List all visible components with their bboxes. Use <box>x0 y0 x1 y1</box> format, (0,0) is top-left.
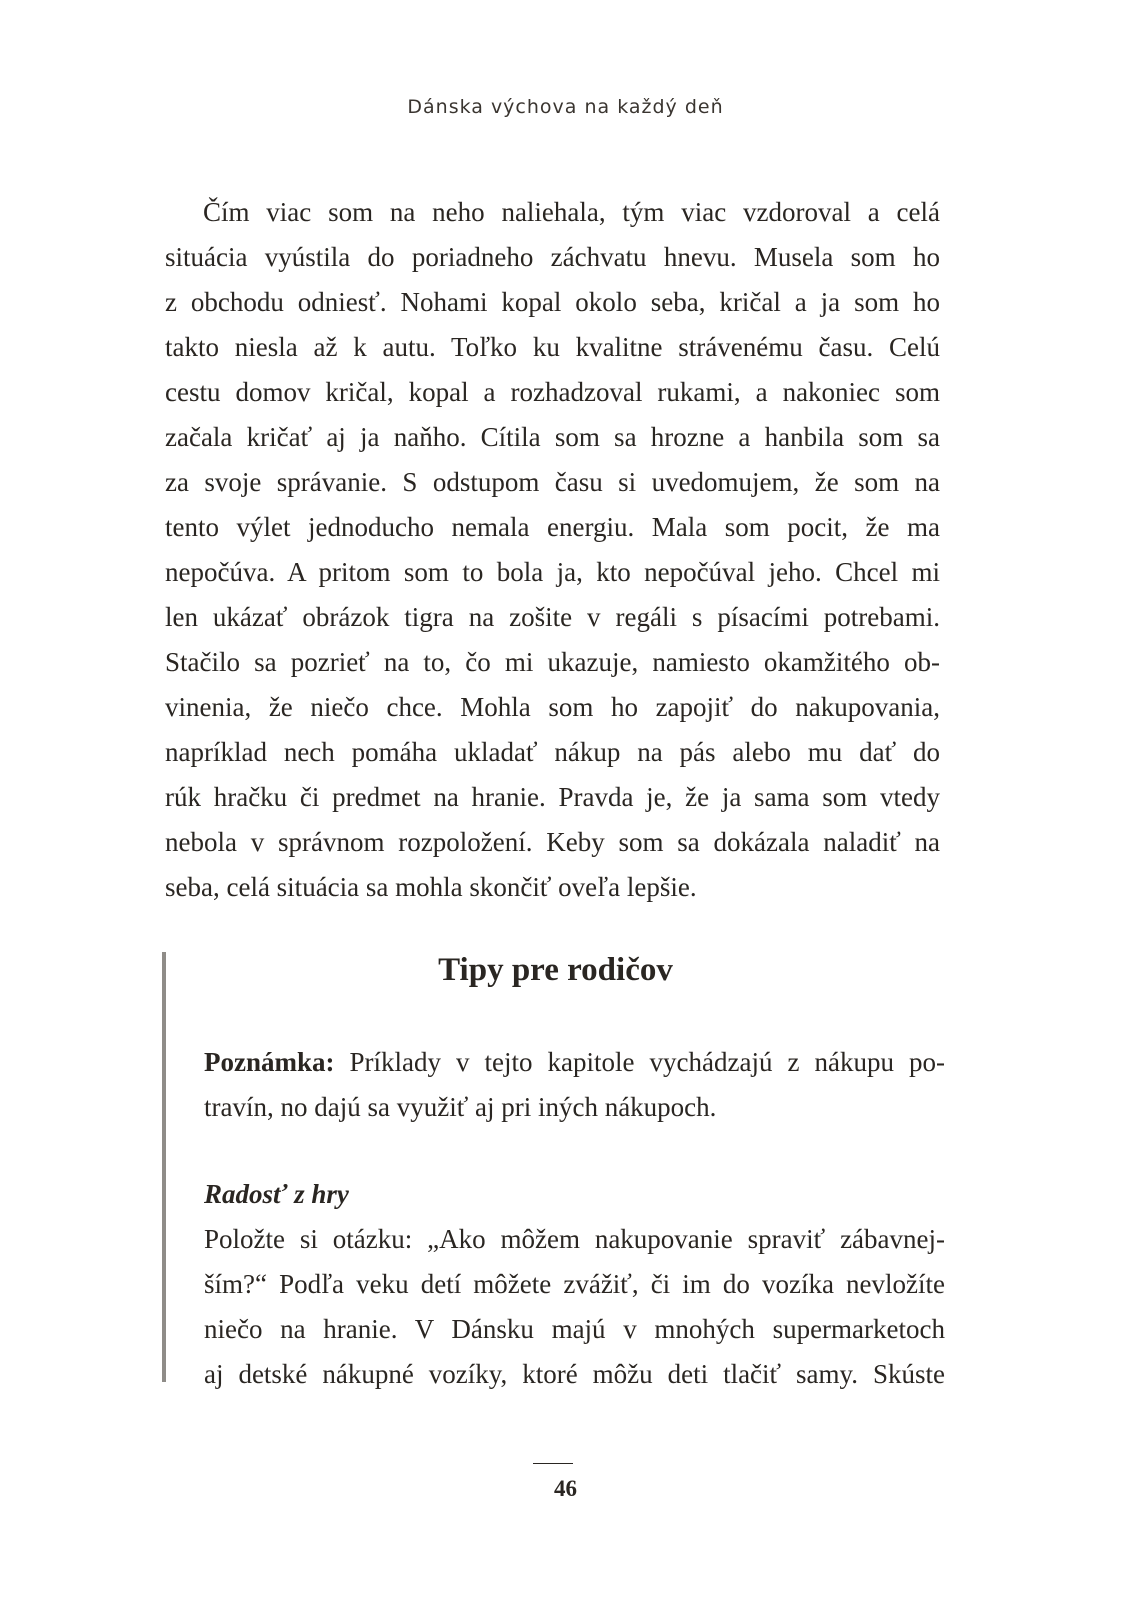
body-line: takto niesla až k autu. Toľko ku kvalitne strávenému času. Celú <box>165 332 940 362</box>
body-line: nebola v správnom rozpoložení. Keby som sa dokázala naladiť na <box>165 827 940 857</box>
body-line: situácia vyústila do poriadneho záchvatu hnevu. Musela som ho <box>165 242 940 272</box>
tips-line: niečo na hranie. V Dánsku majú v mnohých supermarketoch <box>204 1314 945 1344</box>
note-label: Poznámka <box>204 1047 326 1077</box>
page-number: 46 <box>554 1476 577 1501</box>
tips-line: Položte si otázku: „Ako môžem nakupovanie spraviť zábavnej- <box>204 1224 945 1254</box>
tips-content <box>204 1040 945 1397</box>
tips-heading: Tipy pre rodičov <box>438 952 673 988</box>
body-paragraph <box>165 190 940 910</box>
body-line: cestu domov kričal, kopal a rozhadzoval rukami, a nakoniec som <box>165 377 940 407</box>
running-head-title: Dánska výchova na každý deň <box>407 96 724 118</box>
body-line: začala kričať aj ja naňho. Cítila som sa hrozne a hanbila som sa <box>165 422 940 452</box>
body-line: napríklad nech pomáha ukladať nákup na pás alebo mu dať do <box>165 737 940 767</box>
body-line: Čím viac som na neho naliehala, tým viac vzdoroval a celá <box>203 197 940 227</box>
body-line: vinenia, že niečo chce. Mohla som ho zapojiť do nakupovania, <box>165 692 940 722</box>
note-line <box>204 1040 945 1085</box>
page-number-rule <box>533 1463 573 1464</box>
body-line: z obchodu odniesť. Nohami kopal okolo seba, kričal a ja som ho <box>165 287 940 317</box>
tips-line: aj detské nákupné vozíky, ktoré môžu deti tlačiť samy. Skúste <box>204 1359 945 1389</box>
tips-sidebar-box <box>162 952 945 1389</box>
note-text: Príklady v tejto kapitole vychádzajú z nákupu po- <box>334 1047 945 1077</box>
body-line: nepočúva. A pritom som to bola ja, kto nepočúval jeho. Chcel mi <box>165 557 940 587</box>
body-line: tento výlet jednoducho nemala energiu. Mala som pocit, že ma <box>165 512 940 542</box>
body-line: len ukázať obrázok tigra na zošite v regáli s písacími potrebami. <box>165 602 940 632</box>
body-line: seba, celá situácia sa mohla skončiť oveľa lepšie. <box>165 872 697 902</box>
note-line: travín, no dajú sa využiť aj pri iných nákupoch. <box>204 1092 717 1122</box>
body-line: rúk hračku či predmet na hranie. Pravda je, že ja sama som vtedy <box>165 782 940 812</box>
tips-line: ším?“ Podľa veku detí môžete zvážiť, či im do vozíka nevložíte <box>204 1269 945 1299</box>
tips-subheading: Radosť z hry <box>204 1179 349 1209</box>
note-colon: : <box>325 1047 335 1077</box>
body-line: Stačilo sa pozrieť na to, čo mi ukazuje, namiesto okamžitého ob- <box>165 647 940 677</box>
body-line: za svoje správanie. S odstupom času si uvedomujem, že som na <box>165 467 940 497</box>
